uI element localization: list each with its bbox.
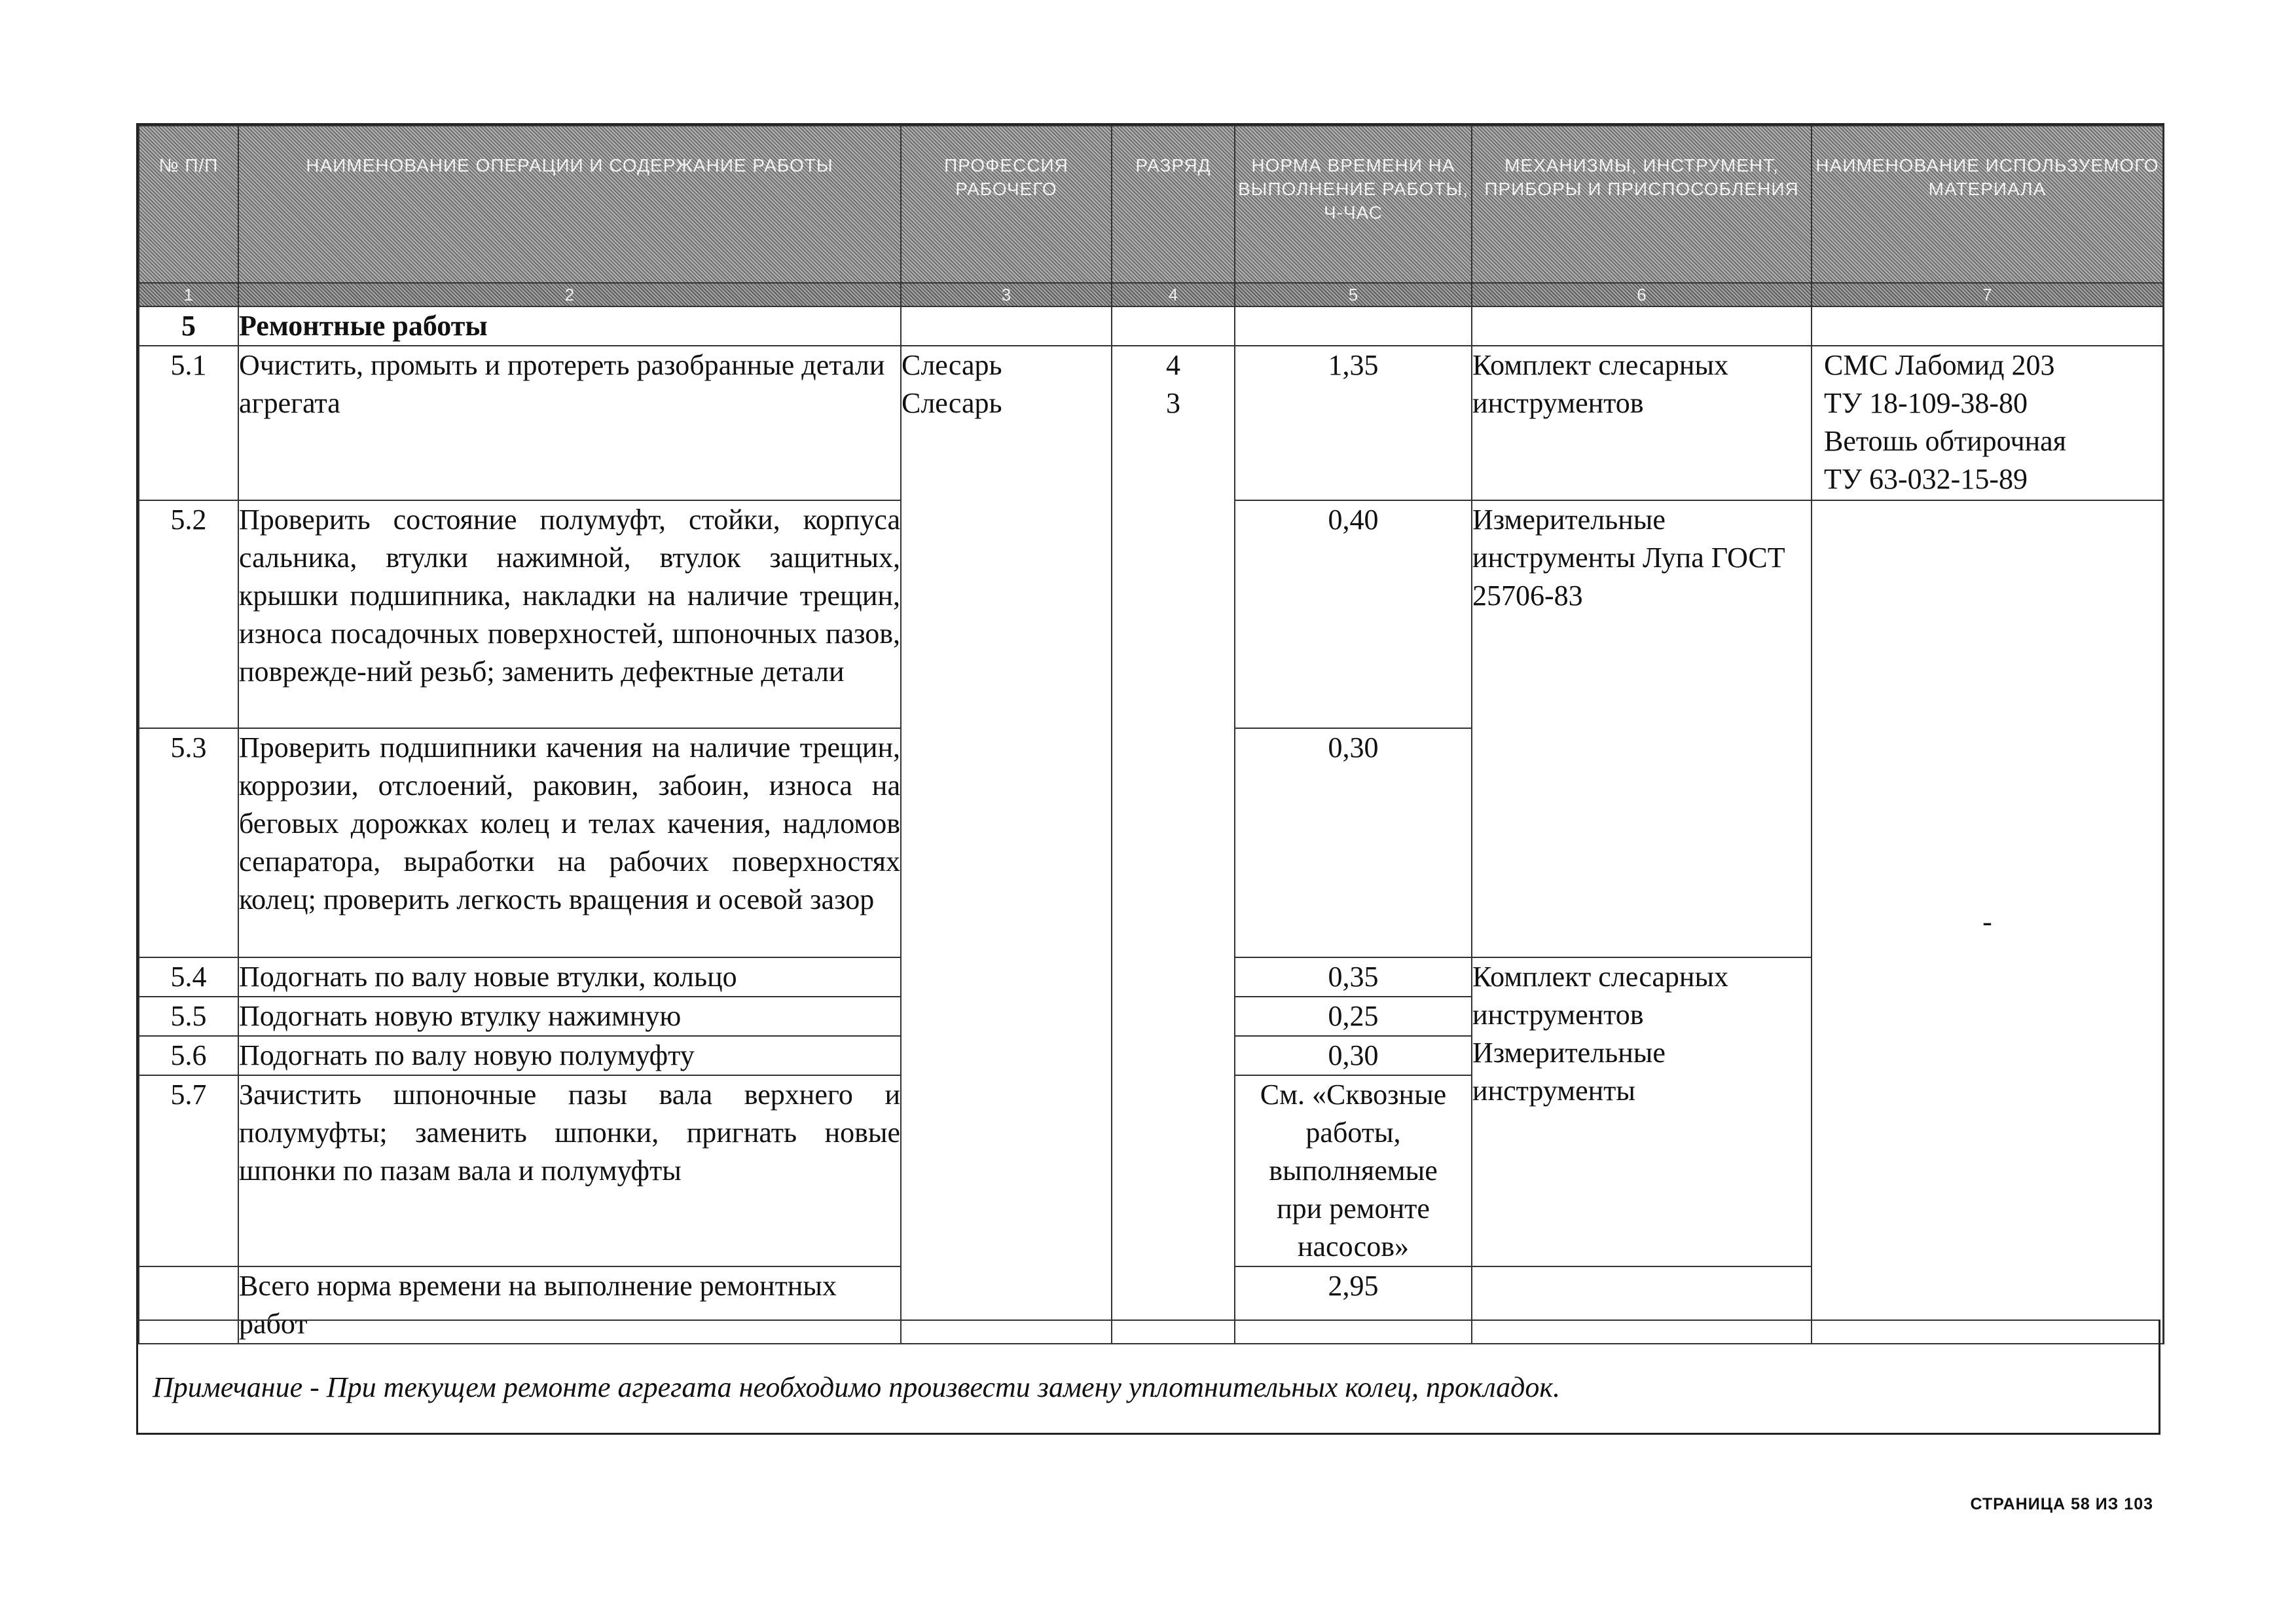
header-tools: МЕХАНИЗМЫ, ИНСТРУМЕНТ, ПРИБОРЫ И ПРИСПОСОБЛЕНИЯ bbox=[1472, 126, 1812, 283]
operation-text: Подогнать по валу новую полумуфту bbox=[238, 1036, 901, 1075]
operation-text: Проверить состояние полумуфт, стойки, корпуса сальника, втулки нажимной, втулок защитных, крышки подшипника, накладки на наличие трещин, износа посадочных поверхностей, шпоночных пазов, поврежде-ний резьб; заменить дефектные детали bbox=[238, 500, 901, 728]
operations-table bbox=[138, 125, 2164, 1344]
table-row bbox=[139, 346, 2163, 500]
time-norm: См. «Сквозные работы, выполняемые при ремонте насосов» bbox=[1235, 1075, 1472, 1266]
section-row bbox=[139, 306, 2163, 346]
operation-text: Подогнать по валу новые втулки, кольцо bbox=[238, 957, 901, 997]
operation-text: Подогнать новую втулку нажимную bbox=[238, 997, 901, 1036]
operations-table-frame bbox=[136, 123, 2164, 1344]
grade-cell bbox=[1112, 346, 1235, 1344]
note-text: Примечание - При текущем ремонте агрегата необходимо произвести замену уплотнительных колец, прокладок. bbox=[153, 1371, 1561, 1403]
header-number: № П/П bbox=[139, 126, 238, 283]
time-norm: 0,30 bbox=[1235, 1036, 1472, 1075]
time-norm: 0,35 bbox=[1235, 957, 1472, 997]
row-number: 5.7 bbox=[139, 1075, 238, 1266]
time-norm: 0,25 bbox=[1235, 997, 1472, 1036]
column-number-row bbox=[139, 283, 2163, 306]
row-number: 5.1 bbox=[139, 346, 238, 500]
row-number: 5.2 bbox=[139, 500, 238, 728]
section-number: 5 bbox=[139, 306, 238, 346]
column-number: 3 bbox=[901, 283, 1112, 306]
tools-text: Измерительные инструменты Лупа ГОСТ 25706-83 bbox=[1472, 500, 1812, 957]
operation-text: Зачистить шпоночные пазы вала верхнего и полумуфты; заменить шпонки, пригнать новые шпонки по пазам вала и полумуфты bbox=[238, 1075, 901, 1266]
row-number: 5.3 bbox=[139, 728, 238, 957]
column-number: 7 bbox=[1812, 283, 2163, 306]
section-title: Ремонтные работы bbox=[238, 306, 901, 346]
profession-cell bbox=[901, 346, 1112, 1344]
header-profession: ПРОФЕССИЯ РАБОЧЕГО bbox=[901, 126, 1112, 283]
row-number: 5.4 bbox=[139, 957, 238, 997]
tools-text: Комплект слесарных инструментов bbox=[1472, 346, 1812, 500]
header-grade: РАЗРЯД bbox=[1112, 126, 1235, 283]
grade-value: 3 bbox=[1166, 387, 1180, 419]
material-line: СМС Лабомид 203 bbox=[1824, 349, 2055, 381]
operation-text: Очистить, промыть и протереть разобранные детали агрегата bbox=[238, 346, 901, 500]
material-cell bbox=[1812, 346, 2163, 500]
column-number: 5 bbox=[1235, 283, 1472, 306]
time-norm: 0,30 bbox=[1235, 728, 1472, 957]
total-label: Всего норма времени на выполнение ремонтных работ bbox=[238, 1266, 901, 1344]
column-number: 4 bbox=[1112, 283, 1235, 306]
header-operation: НАИМЕНОВАНИЕ ОПЕРАЦИИ И СОДЕРЖАНИЕ РАБОТЫ bbox=[238, 126, 901, 283]
time-norm: 0,40 bbox=[1235, 500, 1472, 728]
profession-value: Слесарь bbox=[902, 387, 1002, 419]
note-box bbox=[136, 1320, 2160, 1435]
profession-value: Слесарь bbox=[902, 349, 1002, 381]
header-time-norm: НОРМА ВРЕМЕНИ НА ВЫПОЛНЕНИЕ РАБОТЫ, Ч-ЧАС bbox=[1235, 126, 1472, 283]
column-number: 6 bbox=[1472, 283, 1812, 306]
time-norm: 1,35 bbox=[1235, 346, 1472, 500]
tools-text: Комплект слесарных инструментов Измерительные инструменты bbox=[1472, 957, 1812, 1266]
page-number: СТРАНИЦА 58 ИЗ 103 bbox=[1970, 1495, 2153, 1513]
material-empty-value: - bbox=[1812, 500, 2163, 1344]
row-number: 5.5 bbox=[139, 997, 238, 1036]
table-header-row bbox=[139, 126, 2163, 283]
column-number: 1 bbox=[139, 283, 238, 306]
material-line: Ветошь обтирочная bbox=[1824, 425, 2066, 457]
grade-value: 4 bbox=[1166, 349, 1180, 381]
row-number: 5.6 bbox=[139, 1036, 238, 1075]
material-line: ТУ 18-109-38-80 bbox=[1824, 387, 2028, 419]
material-line: ТУ 63-032-15-89 bbox=[1824, 463, 2028, 495]
column-number: 2 bbox=[238, 283, 901, 306]
operation-text: Проверить подшипники качения на наличие трещин, коррозии, отслоений, раковин, забоин, износа на беговых дорожках колец и телах качения, надломов сепаратора, выработки на рабочих поверхностях колец; проверить легкость вращения и осевой зазор bbox=[238, 728, 901, 957]
header-material: НАИМЕНОВАНИЕ ИСПОЛЬЗУЕМОГО МАТЕРИАЛА bbox=[1812, 126, 2163, 283]
total-value: 2,95 bbox=[1235, 1266, 1472, 1344]
